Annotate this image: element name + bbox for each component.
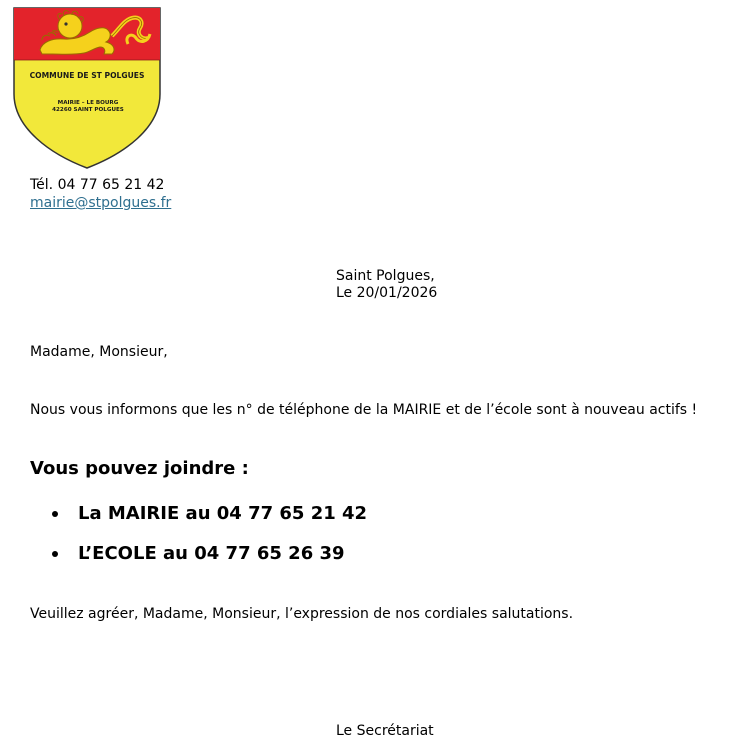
phone-number: Tél. 04 77 65 21 42 [30, 177, 165, 193]
place-date-block [336, 268, 437, 302]
email-link[interactable]: mairie@stpolgues.fr [30, 195, 172, 211]
crest-address-line2: 42260 SAINT POLGUES [52, 107, 124, 113]
contact-block [30, 176, 171, 212]
coat-of-arms-icon [12, 6, 162, 170]
join-heading: Vous pouvez joindre : [30, 458, 249, 479]
commune-crest [12, 6, 162, 170]
mairie-contact: La MAIRIE au 04 77 65 21 42 [78, 503, 368, 524]
bullet-icon [52, 551, 58, 557]
ecole-contact: L’ECOLE au 04 77 65 26 39 [78, 543, 345, 564]
intro-paragraph: Nous vous informons que les n° de téléphone de la MAIRIE et de l’école sont à nouveau actifs ! [30, 402, 698, 418]
signature: Le Secrétariat [336, 723, 434, 739]
crest-commune-name: COMMUNE DE ST POLGUES [29, 71, 145, 80]
crest-address-line1: MAIRIE – LE BOURG [57, 100, 119, 106]
bullet-icon [52, 511, 58, 517]
closing-formula: Veuillez agréer, Madame, Monsieur, l’expression de nos cordiales salutations. [30, 606, 574, 622]
letter-place: Saint Polgues, [336, 268, 435, 284]
letter-date: Le 20/01/2026 [336, 285, 438, 301]
salutation: Madame, Monsieur, [30, 344, 168, 360]
